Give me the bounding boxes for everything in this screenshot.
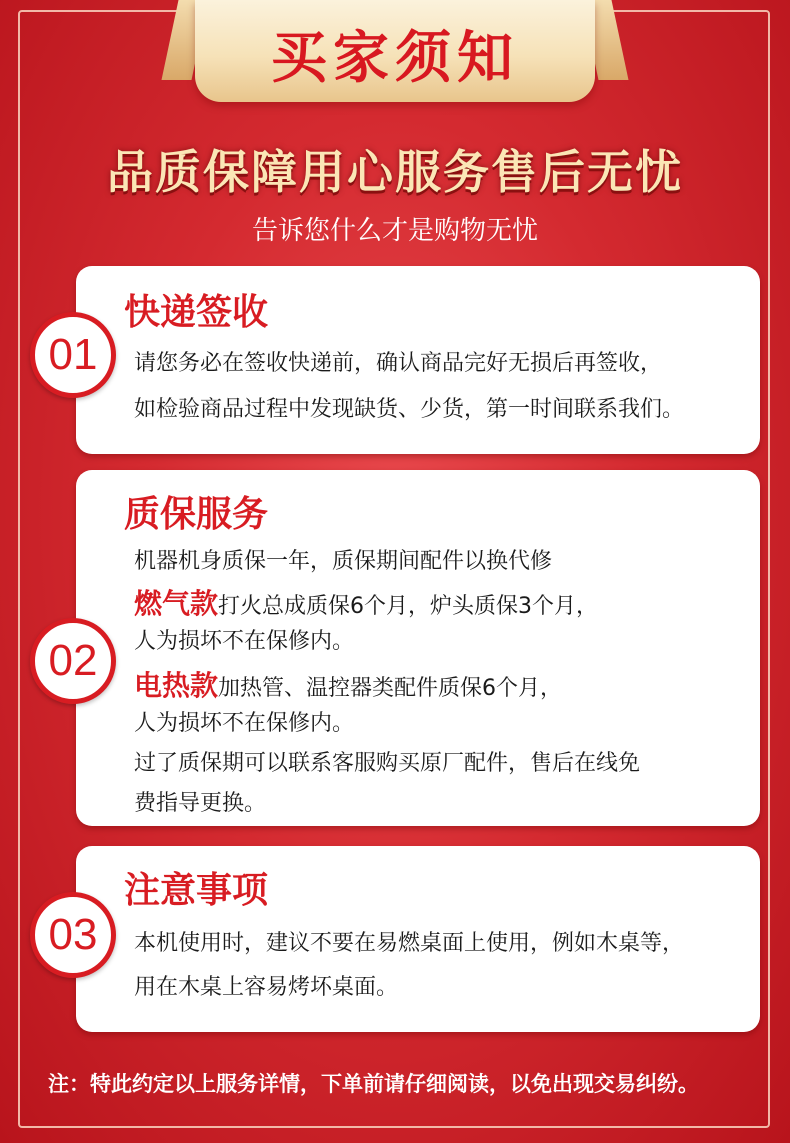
section-number: 02 (48, 636, 98, 685)
section-title: 质保服务 (124, 494, 269, 535)
section-card-delivery (76, 266, 760, 454)
footer-note: 注：特此约定以上服务详情，下单前请仔细阅读，以免出现交易纠纷。 (48, 1072, 699, 1096)
section-number: 01 (48, 330, 98, 379)
section-text-line: 机器机身质保一年，质保期间配件以换代修 (134, 549, 553, 574)
electric-model-line (134, 664, 562, 704)
section-card-notes (76, 846, 760, 1032)
gas-model-note: 人为损坏不在保修内。 (134, 629, 355, 654)
electric-model-label: 电热款 (134, 669, 219, 702)
section-text-line: 如检验商品过程中发现缺货、少货，第一时间联系我们。 (134, 397, 685, 422)
section-text-line: 用在木桌上容易烤坏桌面。 (134, 975, 399, 1000)
gas-model-text: 打火总成质保6个月，炉头质保3个月， (218, 594, 599, 619)
section-text-line: 过了质保期可以联系客服购买原厂配件，售后在线免 (134, 751, 641, 776)
section-text-line: 费指导更换。 (134, 791, 267, 816)
electric-model-text: 加热管、温控器类配件质保6个月， (218, 676, 563, 701)
section-number-badge (30, 312, 116, 398)
section-number: 03 (48, 910, 98, 959)
section-number-badge (30, 892, 116, 978)
subline: 告诉您什么才是购物无忧 (251, 216, 538, 246)
headline: 品质保障用心服务售后无忧 (107, 145, 683, 199)
electric-model-note: 人为损坏不在保修内。 (134, 711, 355, 736)
section-card-warranty (76, 470, 760, 826)
section-title: 快递签收 (124, 292, 269, 333)
gas-model-label: 燃气款 (134, 587, 219, 620)
section-title: 注意事项 (124, 870, 269, 911)
gas-model-line (134, 582, 598, 622)
section-number-badge (30, 618, 116, 704)
section-text-line: 请您务必在签收快递前，确认商品完好无损后再签收， (134, 351, 663, 376)
page-title: 买家须知 (271, 26, 519, 91)
section-text-line: 本机使用时，建议不要在易燃桌面上使用，例如木桌等， (134, 931, 685, 956)
title-banner (195, 0, 595, 102)
